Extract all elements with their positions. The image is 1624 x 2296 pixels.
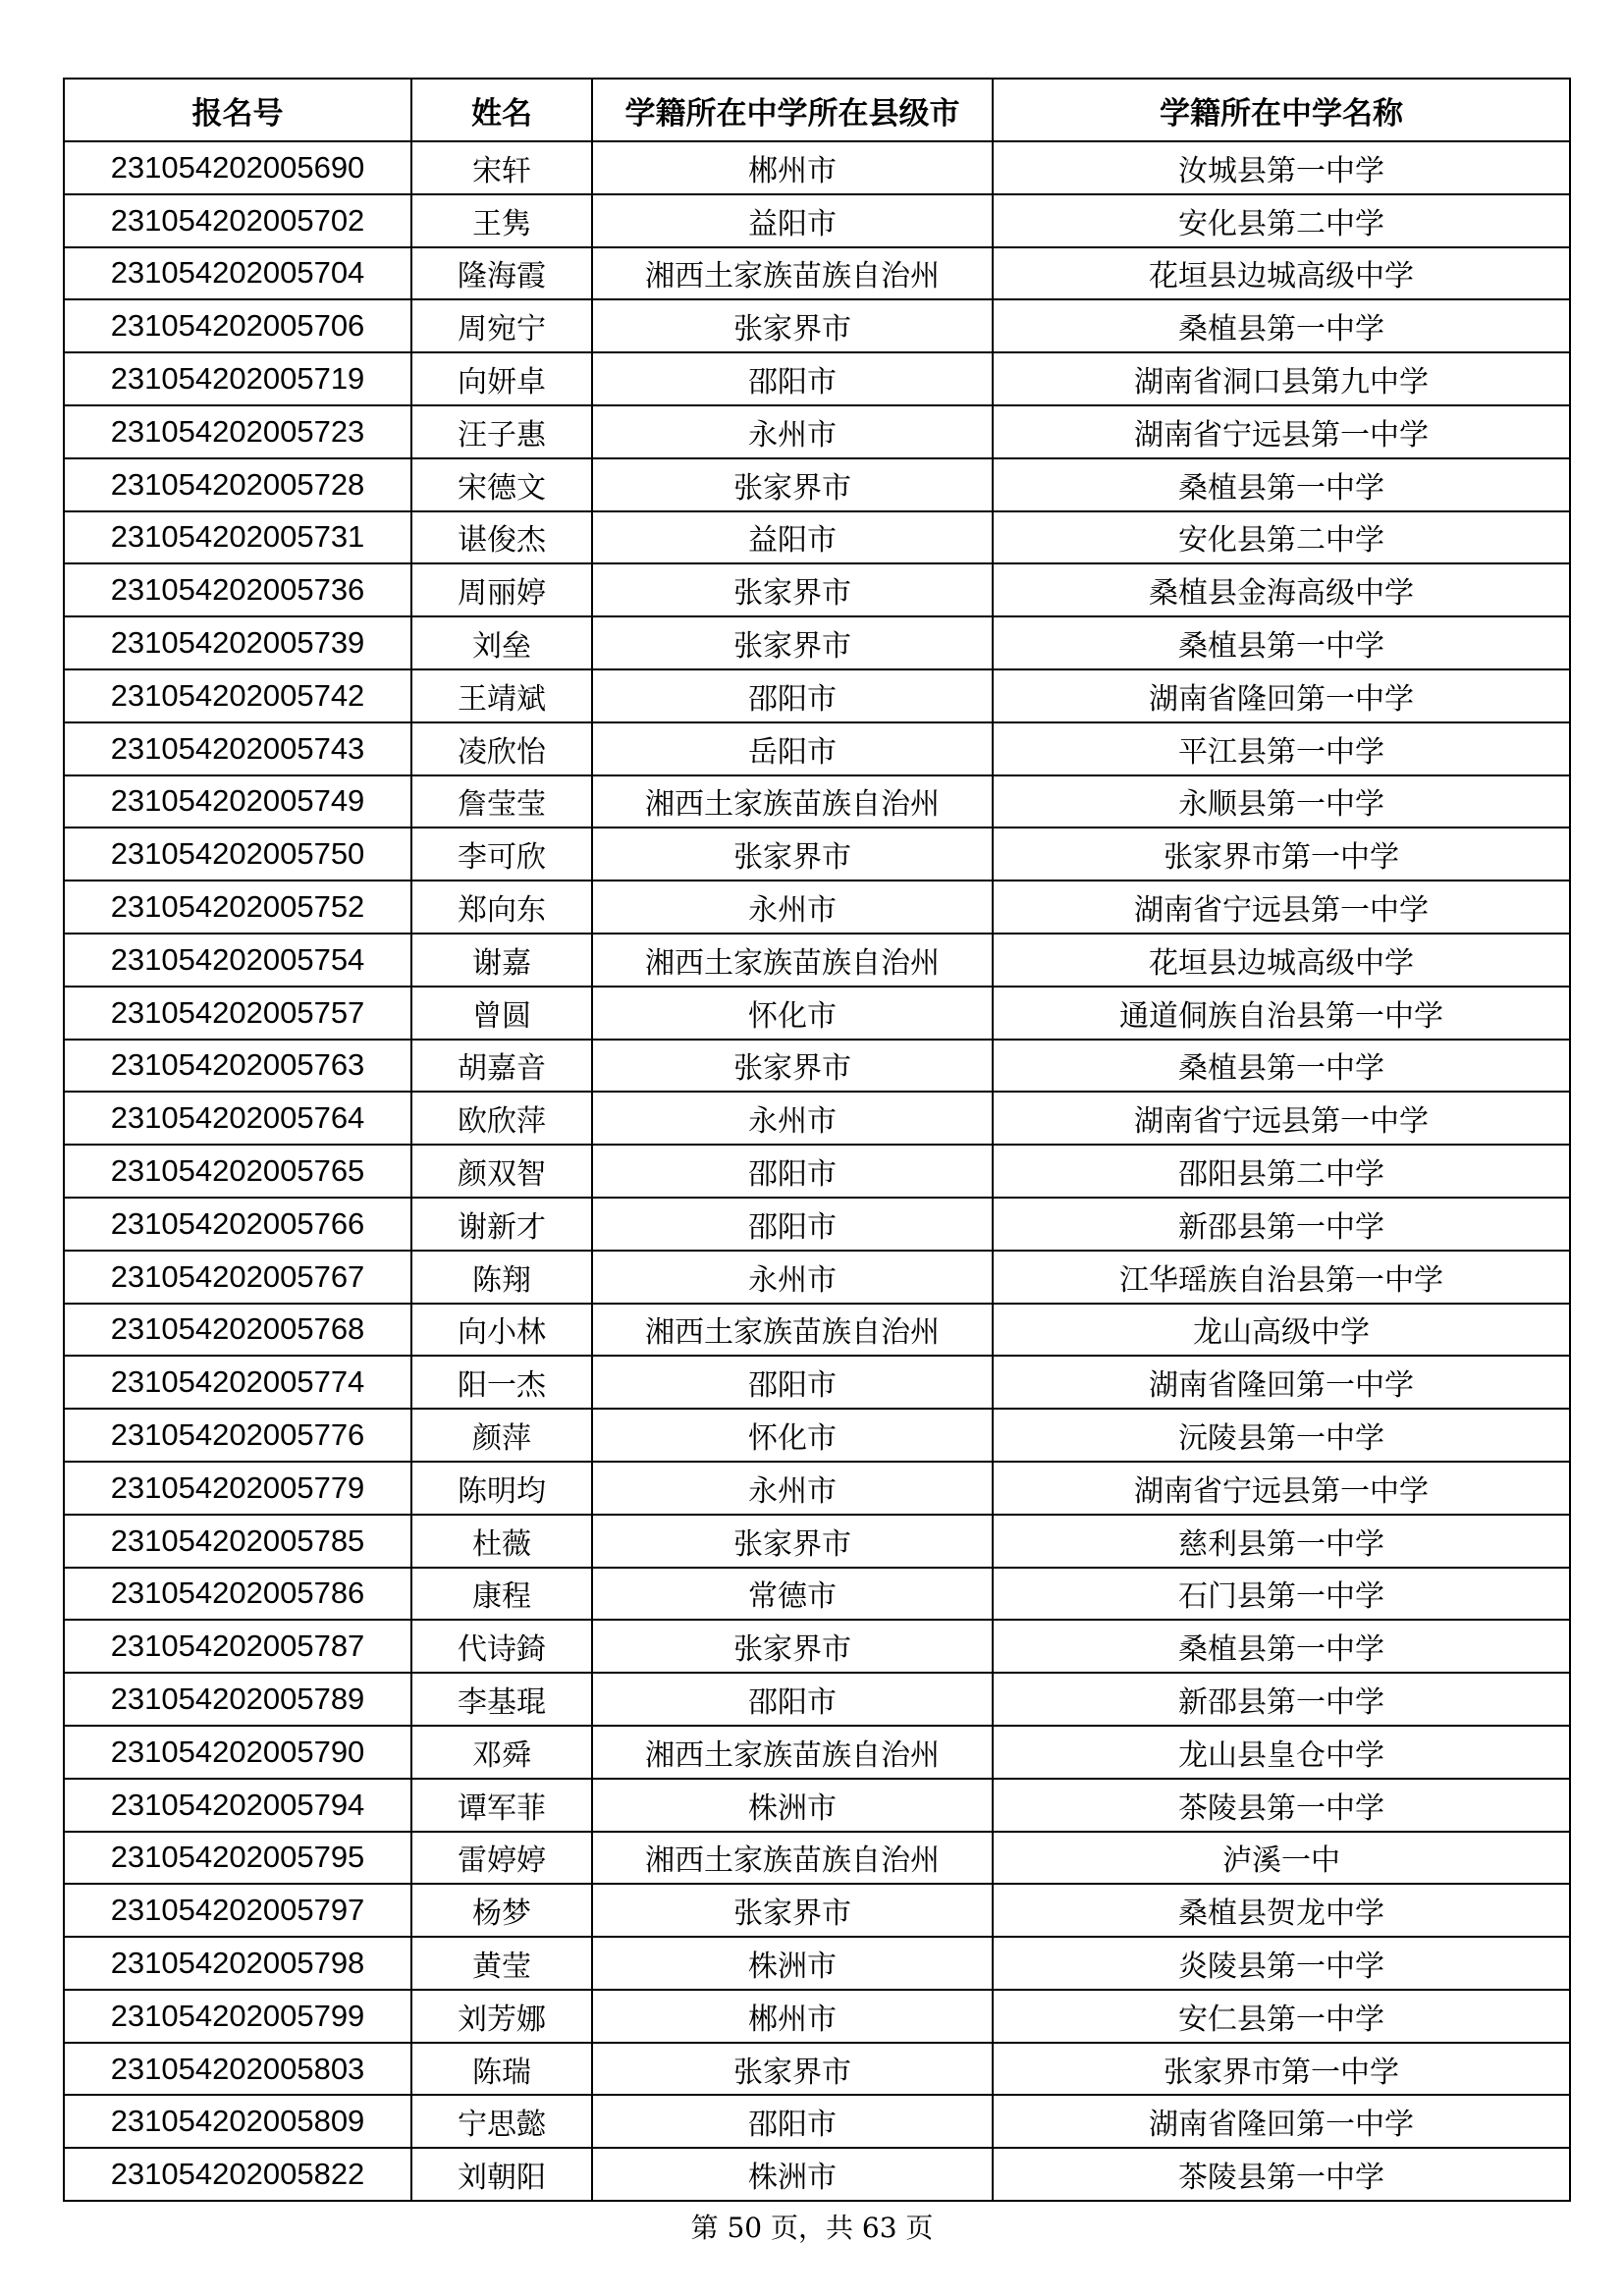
student-name-cell: 欧欣萍 bbox=[411, 1092, 592, 1145]
student-name-cell: 宋轩 bbox=[411, 141, 592, 194]
school-city-cell: 邵阳市 bbox=[592, 1198, 993, 1251]
table-row bbox=[64, 352, 1570, 405]
school-name-cell: 花垣县边城高级中学 bbox=[993, 247, 1570, 300]
school-city-cell: 张家界市 bbox=[592, 299, 993, 352]
table-row bbox=[64, 1251, 1570, 1304]
school-name-cell: 湖南省宁远县第一中学 bbox=[993, 1462, 1570, 1515]
school-city-cell: 岳阳市 bbox=[592, 722, 993, 775]
school-city-cell: 株洲市 bbox=[592, 1937, 993, 1990]
registration-number-cell: 231054202005763 bbox=[64, 1040, 411, 1093]
table-row bbox=[64, 2095, 1570, 2148]
student-name-cell: 向小林 bbox=[411, 1304, 592, 1357]
registration-number-cell: 231054202005690 bbox=[64, 141, 411, 194]
school-name-cell: 桑植县第一中学 bbox=[993, 1620, 1570, 1673]
header-name: 姓名 bbox=[411, 79, 592, 141]
school-name-cell: 桑植县贺龙中学 bbox=[993, 1884, 1570, 1937]
registration-number-cell: 231054202005743 bbox=[64, 722, 411, 775]
table-row bbox=[64, 775, 1570, 828]
student-name-cell: 隆海霞 bbox=[411, 247, 592, 300]
table-row bbox=[64, 1515, 1570, 1568]
registration-number-cell: 231054202005789 bbox=[64, 1673, 411, 1726]
school-name-cell: 张家界市第一中学 bbox=[993, 828, 1570, 881]
school-city-cell: 株洲市 bbox=[592, 2148, 993, 2201]
registration-number-cell: 231054202005719 bbox=[64, 352, 411, 405]
student-name-cell: 刘芳娜 bbox=[411, 1990, 592, 2043]
student-name-cell: 向妍卓 bbox=[411, 352, 592, 405]
table-row bbox=[64, 1040, 1570, 1093]
school-name-cell: 安化县第二中学 bbox=[993, 194, 1570, 247]
table-row bbox=[64, 1620, 1570, 1673]
registration-number-cell: 231054202005809 bbox=[64, 2095, 411, 2148]
table-body bbox=[64, 141, 1570, 2201]
school-name-cell: 湖南省宁远县第一中学 bbox=[993, 881, 1570, 934]
table-row bbox=[64, 1937, 1570, 1990]
student-name-cell: 凌欣怡 bbox=[411, 722, 592, 775]
registration-number-cell: 231054202005739 bbox=[64, 616, 411, 669]
table-row bbox=[64, 247, 1570, 300]
school-city-cell: 怀化市 bbox=[592, 1409, 993, 1462]
school-name-cell: 炎陵县第一中学 bbox=[993, 1937, 1570, 1990]
registration-number-cell: 231054202005794 bbox=[64, 1779, 411, 1832]
school-city-cell: 郴州市 bbox=[592, 1990, 993, 2043]
student-name-cell: 李基琨 bbox=[411, 1673, 592, 1726]
school-city-cell: 益阳市 bbox=[592, 194, 993, 247]
table-row bbox=[64, 987, 1570, 1040]
student-name-cell: 郑向东 bbox=[411, 881, 592, 934]
school-name-cell: 泸溪一中 bbox=[993, 1832, 1570, 1885]
school-city-cell: 湘西土家族苗族自治州 bbox=[592, 1304, 993, 1357]
table-row bbox=[64, 1990, 1570, 2043]
school-name-cell: 新邵县第一中学 bbox=[993, 1198, 1570, 1251]
school-city-cell: 邵阳市 bbox=[592, 1356, 993, 1409]
student-name-cell: 雷婷婷 bbox=[411, 1832, 592, 1885]
school-city-cell: 张家界市 bbox=[592, 1884, 993, 1937]
table-row bbox=[64, 1462, 1570, 1515]
school-name-cell: 湖南省宁远县第一中学 bbox=[993, 1092, 1570, 1145]
registration-number-cell: 231054202005797 bbox=[64, 1884, 411, 1937]
school-city-cell: 邵阳市 bbox=[592, 352, 993, 405]
registration-number-cell: 231054202005786 bbox=[64, 1568, 411, 1621]
school-city-cell: 怀化市 bbox=[592, 987, 993, 1040]
registration-number-cell: 231054202005765 bbox=[64, 1145, 411, 1198]
school-name-cell: 花垣县边城高级中学 bbox=[993, 934, 1570, 987]
registration-number-cell: 231054202005768 bbox=[64, 1304, 411, 1357]
registration-number-cell: 231054202005766 bbox=[64, 1198, 411, 1251]
student-name-cell: 谌俊杰 bbox=[411, 511, 592, 564]
registration-number-cell: 231054202005787 bbox=[64, 1620, 411, 1673]
registration-number-cell: 231054202005736 bbox=[64, 563, 411, 616]
registration-number-cell: 231054202005704 bbox=[64, 247, 411, 300]
school-name-cell: 湖南省宁远县第一中学 bbox=[993, 405, 1570, 458]
school-city-cell: 邵阳市 bbox=[592, 2095, 993, 2148]
school-name-cell: 安仁县第一中学 bbox=[993, 1990, 1570, 2043]
registration-number-cell: 231054202005795 bbox=[64, 1832, 411, 1885]
student-name-cell: 康程 bbox=[411, 1568, 592, 1621]
table-row bbox=[64, 458, 1570, 511]
school-name-cell: 张家界市第一中学 bbox=[993, 2043, 1570, 2096]
registration-number-cell: 231054202005774 bbox=[64, 1356, 411, 1409]
table-row bbox=[64, 511, 1570, 564]
student-name-cell: 宁思懿 bbox=[411, 2095, 592, 2148]
table-row bbox=[64, 2043, 1570, 2096]
school-city-cell: 湘西土家族苗族自治州 bbox=[592, 934, 993, 987]
school-name-cell: 慈利县第一中学 bbox=[993, 1515, 1570, 1568]
school-name-cell: 湖南省隆回第一中学 bbox=[993, 1356, 1570, 1409]
school-name-cell: 永顺县第一中学 bbox=[993, 775, 1570, 828]
registration-number-cell: 231054202005803 bbox=[64, 2043, 411, 2096]
student-name-cell: 周丽婷 bbox=[411, 563, 592, 616]
registration-number-cell: 231054202005757 bbox=[64, 987, 411, 1040]
registration-number-cell: 231054202005750 bbox=[64, 828, 411, 881]
table-row bbox=[64, 1145, 1570, 1198]
school-city-cell: 邵阳市 bbox=[592, 669, 993, 722]
table-row bbox=[64, 722, 1570, 775]
header-school-city: 学籍所在中学所在县级市 bbox=[592, 79, 993, 141]
table-row bbox=[64, 194, 1570, 247]
table-row bbox=[64, 1779, 1570, 1832]
registration-number-cell: 231054202005764 bbox=[64, 1092, 411, 1145]
student-name-cell: 刘朝阳 bbox=[411, 2148, 592, 2201]
registration-number-cell: 231054202005749 bbox=[64, 775, 411, 828]
page-number-footer: 第 50 页，共 63 页 bbox=[690, 2212, 934, 2244]
school-name-cell: 龙山高级中学 bbox=[993, 1304, 1570, 1357]
registration-number-cell: 231054202005702 bbox=[64, 194, 411, 247]
table-row bbox=[64, 141, 1570, 194]
table-row bbox=[64, 1568, 1570, 1621]
student-name-cell: 詹莹莹 bbox=[411, 775, 592, 828]
school-name-cell: 茶陵县第一中学 bbox=[993, 1779, 1570, 1832]
school-city-cell: 湘西土家族苗族自治州 bbox=[592, 1832, 993, 1885]
header-school-name: 学籍所在中学名称 bbox=[993, 79, 1570, 141]
table-row bbox=[64, 1356, 1570, 1409]
school-city-cell: 张家界市 bbox=[592, 2043, 993, 2096]
school-name-cell: 安化县第二中学 bbox=[993, 511, 1570, 564]
school-name-cell: 邵阳县第二中学 bbox=[993, 1145, 1570, 1198]
school-city-cell: 郴州市 bbox=[592, 141, 993, 194]
school-name-cell: 沅陵县第一中学 bbox=[993, 1409, 1570, 1462]
school-city-cell: 常德市 bbox=[592, 1568, 993, 1621]
registration-number-cell: 231054202005728 bbox=[64, 458, 411, 511]
student-name-cell: 谢嘉 bbox=[411, 934, 592, 987]
student-name-cell: 杜薇 bbox=[411, 1515, 592, 1568]
school-city-cell: 永州市 bbox=[592, 1092, 993, 1145]
school-name-cell: 桑植县第一中学 bbox=[993, 616, 1570, 669]
school-city-cell: 张家界市 bbox=[592, 828, 993, 881]
student-name-cell: 陈翔 bbox=[411, 1251, 592, 1304]
table-row bbox=[64, 1832, 1570, 1885]
table-row bbox=[64, 881, 1570, 934]
school-city-cell: 邵阳市 bbox=[592, 1673, 993, 1726]
school-name-cell: 龙山县皇仓中学 bbox=[993, 1726, 1570, 1779]
table-row bbox=[64, 1409, 1570, 1462]
student-name-cell: 谢新才 bbox=[411, 1198, 592, 1251]
student-name-cell: 王隽 bbox=[411, 194, 592, 247]
table-row bbox=[64, 1884, 1570, 1937]
table-row bbox=[64, 934, 1570, 987]
school-name-cell: 茶陵县第一中学 bbox=[993, 2148, 1570, 2201]
table-row bbox=[64, 1304, 1570, 1357]
school-name-cell: 平江县第一中学 bbox=[993, 722, 1570, 775]
student-name-cell: 杨梦 bbox=[411, 1884, 592, 1937]
school-name-cell: 桑植县第一中学 bbox=[993, 458, 1570, 511]
student-name-cell: 宋德文 bbox=[411, 458, 592, 511]
registration-number-cell: 231054202005776 bbox=[64, 1409, 411, 1462]
school-city-cell: 永州市 bbox=[592, 881, 993, 934]
header-registration-number: 报名号 bbox=[64, 79, 411, 141]
school-name-cell: 湖南省隆回第一中学 bbox=[993, 2095, 1570, 2148]
school-city-cell: 张家界市 bbox=[592, 458, 993, 511]
student-name-cell: 黄莹 bbox=[411, 1937, 592, 1990]
table-row bbox=[64, 2148, 1570, 2201]
table-row bbox=[64, 1198, 1570, 1251]
school-city-cell: 株洲市 bbox=[592, 1779, 993, 1832]
table-row bbox=[64, 828, 1570, 881]
registration-number-cell: 231054202005723 bbox=[64, 405, 411, 458]
table-header bbox=[64, 79, 1570, 141]
student-name-cell: 汪子惠 bbox=[411, 405, 592, 458]
school-name-cell: 石门县第一中学 bbox=[993, 1568, 1570, 1621]
school-city-cell: 湘西土家族苗族自治州 bbox=[592, 1726, 993, 1779]
student-name-cell: 陈明均 bbox=[411, 1462, 592, 1515]
school-name-cell: 湖南省隆回第一中学 bbox=[993, 669, 1570, 722]
school-city-cell: 湘西土家族苗族自治州 bbox=[592, 775, 993, 828]
registration-number-cell: 231054202005822 bbox=[64, 2148, 411, 2201]
table-row bbox=[64, 563, 1570, 616]
registration-number-cell: 231054202005779 bbox=[64, 1462, 411, 1515]
student-name-cell: 代诗錡 bbox=[411, 1620, 592, 1673]
registration-number-cell: 231054202005790 bbox=[64, 1726, 411, 1779]
student-name-cell: 胡嘉音 bbox=[411, 1040, 592, 1093]
school-city-cell: 永州市 bbox=[592, 405, 993, 458]
school-city-cell: 湘西土家族苗族自治州 bbox=[592, 247, 993, 300]
student-name-cell: 曾圆 bbox=[411, 987, 592, 1040]
student-name-cell: 谭军菲 bbox=[411, 1779, 592, 1832]
school-city-cell: 永州市 bbox=[592, 1462, 993, 1515]
table-row bbox=[64, 405, 1570, 458]
school-name-cell: 桑植县第一中学 bbox=[993, 299, 1570, 352]
student-name-cell: 王靖斌 bbox=[411, 669, 592, 722]
header-row bbox=[64, 79, 1570, 141]
school-name-cell: 桑植县金海高级中学 bbox=[993, 563, 1570, 616]
student-name-cell: 阳一杰 bbox=[411, 1356, 592, 1409]
registration-number-cell: 231054202005799 bbox=[64, 1990, 411, 2043]
registration-number-cell: 231054202005785 bbox=[64, 1515, 411, 1568]
student-name-cell: 刘垒 bbox=[411, 616, 592, 669]
school-name-cell: 桑植县第一中学 bbox=[993, 1040, 1570, 1093]
registration-number-cell: 231054202005752 bbox=[64, 881, 411, 934]
school-name-cell: 汝城县第一中学 bbox=[993, 141, 1570, 194]
school-city-cell: 邵阳市 bbox=[592, 1145, 993, 1198]
school-city-cell: 张家界市 bbox=[592, 1040, 993, 1093]
registration-number-cell: 231054202005742 bbox=[64, 669, 411, 722]
registration-number-cell: 231054202005798 bbox=[64, 1937, 411, 1990]
student-name-cell: 周宛宁 bbox=[411, 299, 592, 352]
student-name-cell: 李可欣 bbox=[411, 828, 592, 881]
school-city-cell: 张家界市 bbox=[592, 563, 993, 616]
school-name-cell: 湖南省洞口县第九中学 bbox=[993, 352, 1570, 405]
school-name-cell: 江华瑶族自治县第一中学 bbox=[993, 1251, 1570, 1304]
table-row bbox=[64, 299, 1570, 352]
school-name-cell: 新邵县第一中学 bbox=[993, 1673, 1570, 1726]
table-row bbox=[64, 616, 1570, 669]
registration-number-cell: 231054202005754 bbox=[64, 934, 411, 987]
table-row bbox=[64, 1726, 1570, 1779]
registration-number-cell: 231054202005731 bbox=[64, 511, 411, 564]
school-city-cell: 张家界市 bbox=[592, 616, 993, 669]
table-row bbox=[64, 1673, 1570, 1726]
school-city-cell: 张家界市 bbox=[592, 1620, 993, 1673]
registration-number-cell: 231054202005767 bbox=[64, 1251, 411, 1304]
admission-list-table bbox=[63, 78, 1571, 2202]
student-name-cell: 陈瑞 bbox=[411, 2043, 592, 2096]
student-name-cell: 颜双智 bbox=[411, 1145, 592, 1198]
table-row bbox=[64, 1092, 1570, 1145]
student-name-cell: 颜萍 bbox=[411, 1409, 592, 1462]
student-name-cell: 邓舜 bbox=[411, 1726, 592, 1779]
school-city-cell: 永州市 bbox=[592, 1251, 993, 1304]
table-row bbox=[64, 669, 1570, 722]
school-name-cell: 通道侗族自治县第一中学 bbox=[993, 987, 1570, 1040]
school-city-cell: 益阳市 bbox=[592, 511, 993, 564]
registration-number-cell: 231054202005706 bbox=[64, 299, 411, 352]
school-city-cell: 张家界市 bbox=[592, 1515, 993, 1568]
